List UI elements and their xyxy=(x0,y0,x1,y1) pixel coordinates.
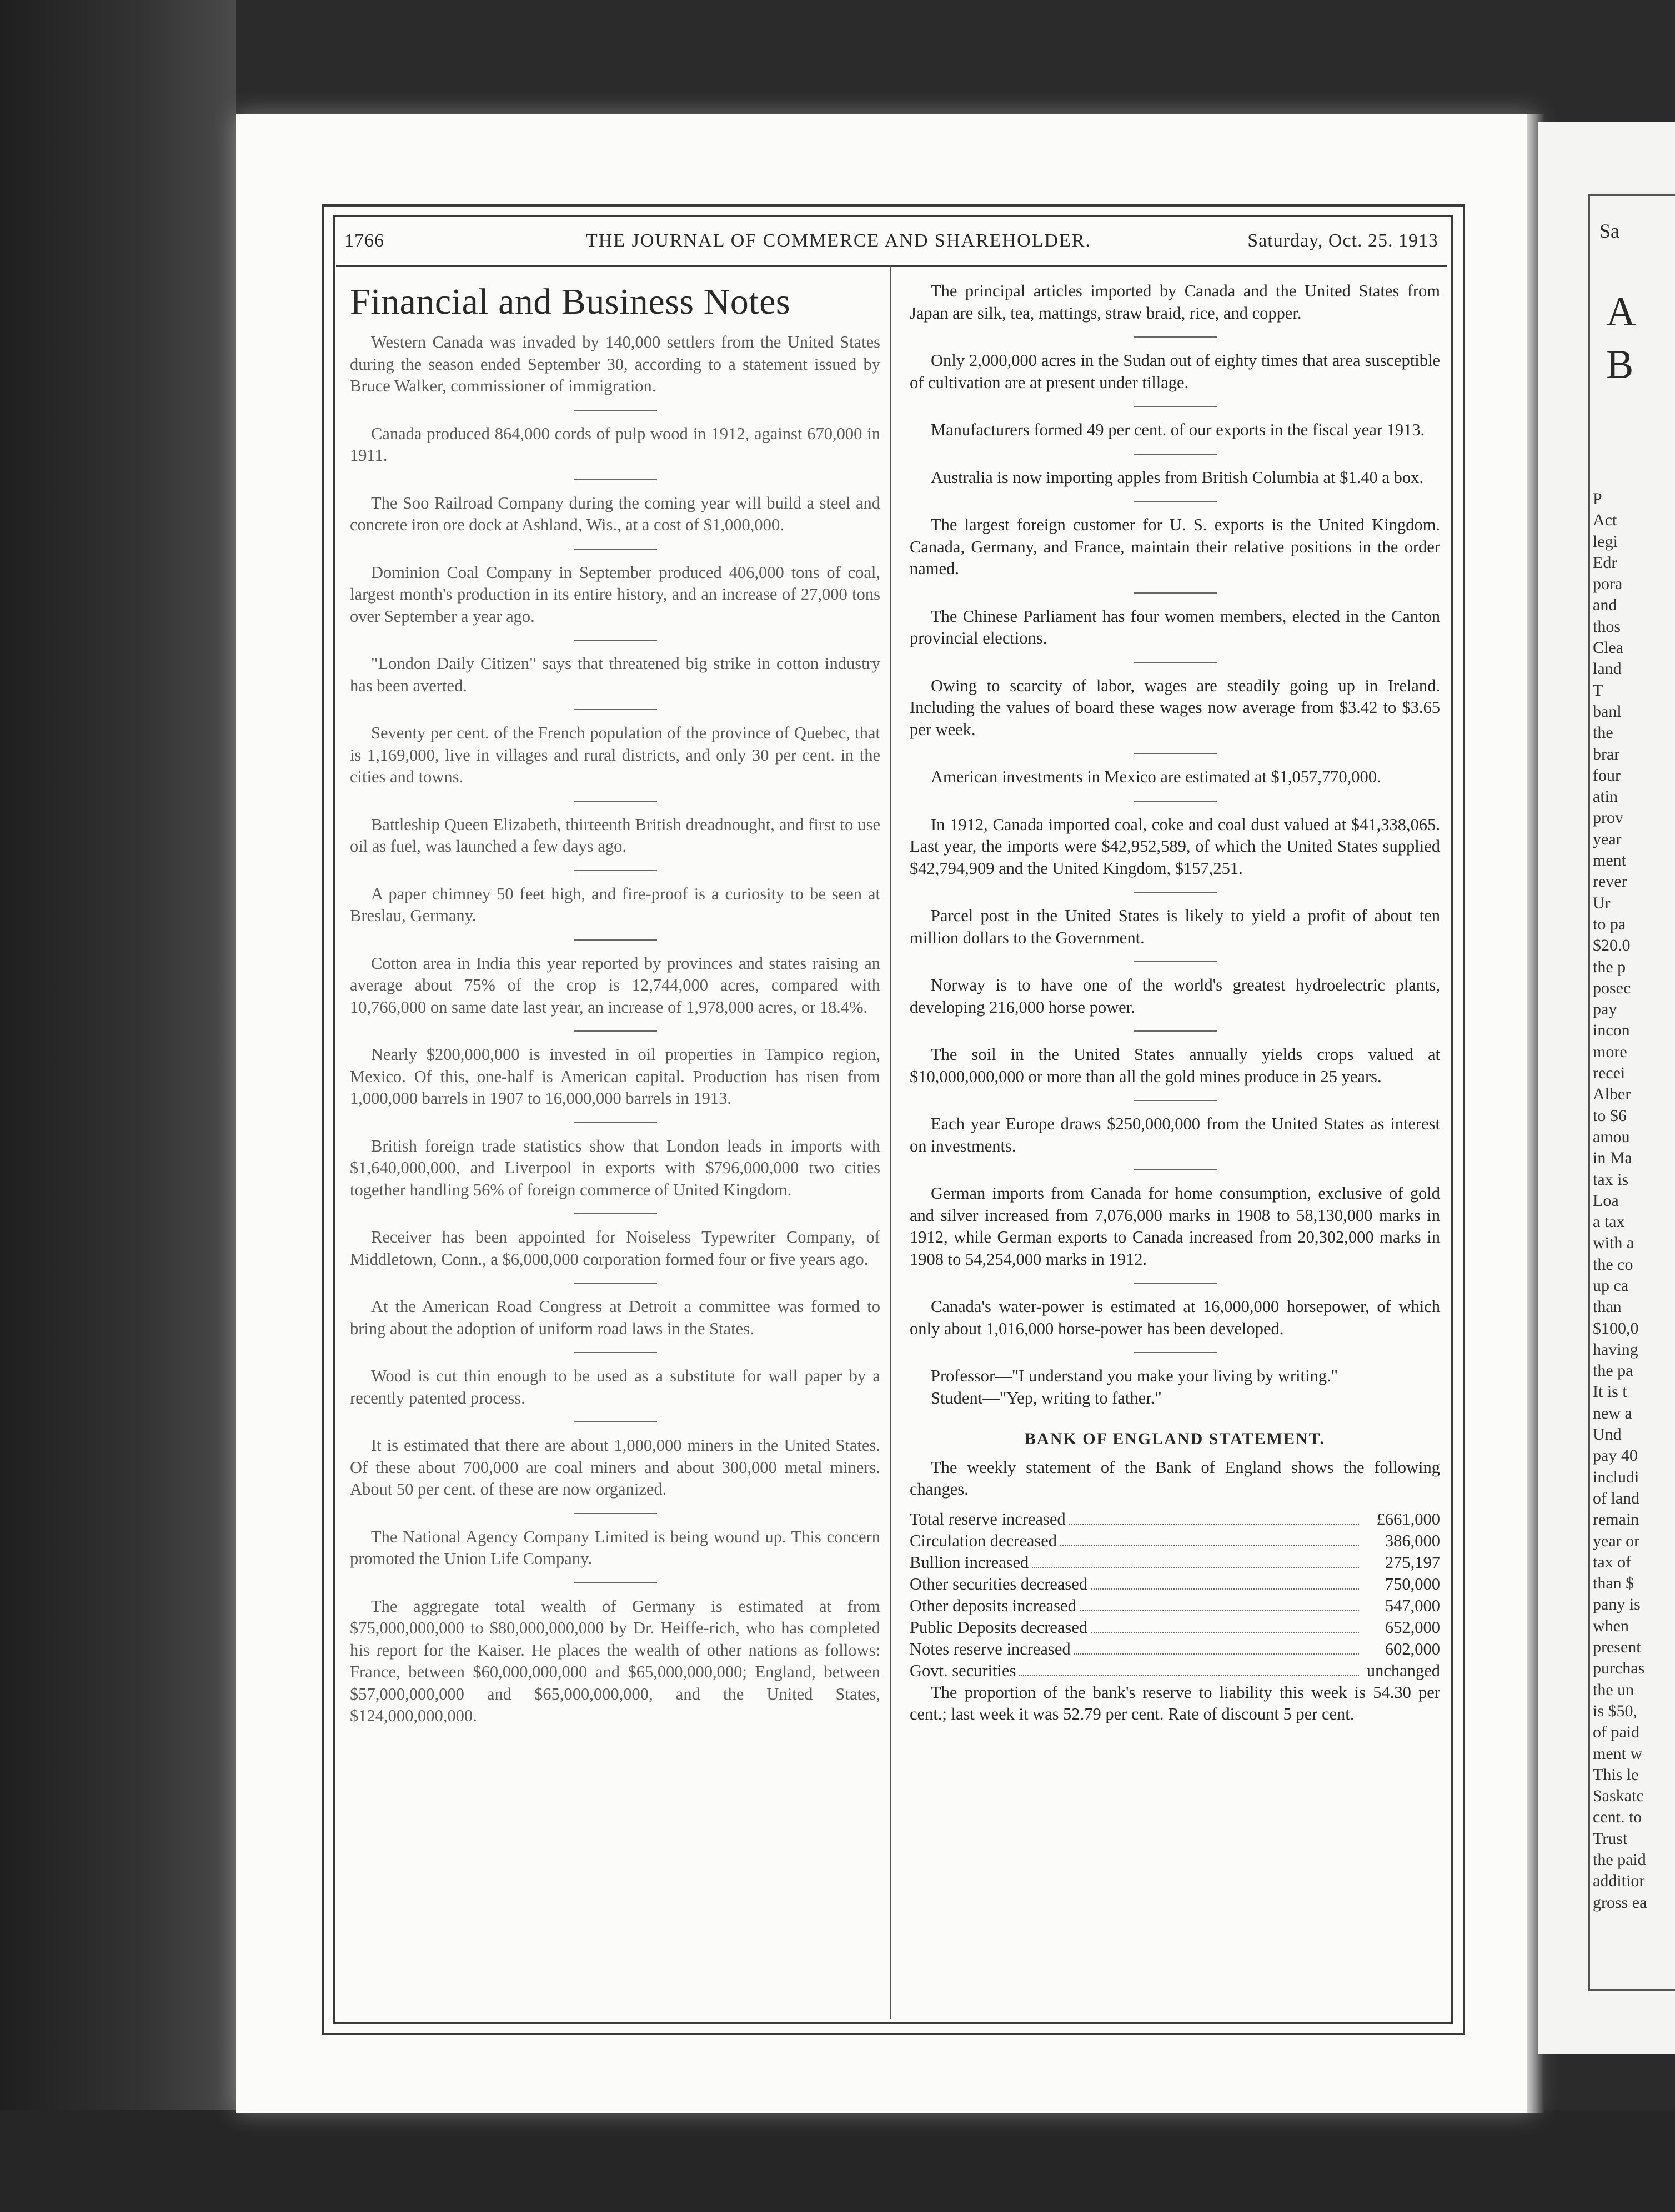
item-separator xyxy=(574,1030,657,1032)
item-separator xyxy=(1134,1169,1217,1170)
leader-dots xyxy=(1032,1567,1359,1568)
fragment-line: land xyxy=(1593,660,1622,678)
row-value: 275,197 xyxy=(1385,1552,1440,1572)
next-page-fragment xyxy=(1538,122,1675,2054)
news-item: Nearly $200,000,000 is invested in oil properties in Tampico region, Mexico. Of this, one-half is American capital. Production has risen from 1,000,000 barrels in 1907 to 16,000,000 barrels in 1913. xyxy=(350,1045,880,1108)
fragment-line: with a xyxy=(1593,1234,1634,1253)
fragment-line: tax is xyxy=(1593,1170,1629,1189)
news-item: Canada's water-power is estimated at 16,000,000 horsepower, of which only about 1,016,000 horse-power has been developed. xyxy=(910,1297,1440,1338)
fragment-line: Saskatc xyxy=(1593,1787,1644,1806)
fragment-line: amou xyxy=(1593,1127,1630,1146)
fragment-line: a tax xyxy=(1593,1213,1625,1231)
item-separator xyxy=(1134,1030,1217,1032)
row-label: Total reserve increased xyxy=(910,1509,1066,1529)
fragment-line: This le xyxy=(1593,1765,1639,1784)
fragment-line: Loa xyxy=(1593,1191,1619,1210)
row-label: Bullion increased xyxy=(910,1552,1029,1572)
fragment-line: thos xyxy=(1593,617,1621,636)
fragment-line: pany is xyxy=(1593,1595,1641,1614)
bank-statement-footer: The proportion of the bank's reserve to liability this week is 54.30 per cent.; last week it was 52.79 per cent. Rate of discount 5 per cent. xyxy=(910,1682,1440,1723)
fragment-line: year xyxy=(1593,830,1622,848)
news-item: Seventy per cent. of the French population of the province of Quebec, that is 1,169,000, live in villages and rural districts, and only 30 per cent. in the cities and towns. xyxy=(350,723,880,786)
header-rule xyxy=(336,265,1447,267)
news-item: The largest foreign customer for U. S. exports is the United Kingdom. Canada, Germany, and France, maintain their relative positions in the order named. xyxy=(910,515,1440,578)
fragment-line: brar xyxy=(1593,745,1620,763)
fragment-line: posec xyxy=(1593,978,1631,997)
news-item: It is estimated that there are about 1,000,000 miners in the United States. Of these about 700,000 are coal miners and about 300,000 metal miners. About 50 per cent. of these are now organized. xyxy=(350,1436,880,1499)
fragment-line: the un xyxy=(1593,1680,1634,1699)
row-value: unchanged xyxy=(1366,1661,1440,1680)
fragment-line: to pa xyxy=(1593,914,1626,933)
table-row xyxy=(910,1552,1440,1573)
item-separator xyxy=(1134,1100,1217,1101)
fragment-line: pay 40 xyxy=(1593,1446,1638,1465)
table-row xyxy=(910,1509,1440,1530)
fragment-line: Alber xyxy=(1593,1085,1631,1104)
leader-dots xyxy=(1091,1588,1359,1590)
bank-statement-title: BANK OF ENGLAND STATEMENT. xyxy=(1025,1430,1325,1448)
item-separator xyxy=(574,1213,657,1214)
row-value: £661,000 xyxy=(1376,1509,1440,1529)
fragment-line: the paid xyxy=(1593,1851,1646,1869)
fragment-line: rever xyxy=(1593,872,1627,891)
row-value: 652,000 xyxy=(1385,1617,1440,1637)
news-item: The National Agency Company Limited is being wound up. This concern promoted the Union Life Company. xyxy=(350,1527,880,1568)
fragment-line: the co xyxy=(1593,1255,1633,1274)
news-item: Parcel post in the United States is likely to yield a profit of about ten million dollars to the Government. xyxy=(910,906,1440,947)
item-separator xyxy=(1134,961,1217,962)
news-item: The Chinese Parliament has four women members, elected in the Canton provincial elections. xyxy=(910,606,1440,647)
scan-backdrop-left xyxy=(0,0,236,2212)
news-item: The Soo Railroad Company during the coming year will build a steel and concrete iron ore dock at Ashland, Wis., at a cost of $1,000,000. xyxy=(350,493,880,534)
journal-title: THE JOURNAL OF COMMERCE AND SHAREHOLDER. xyxy=(586,230,1091,251)
fragment-line: of paid xyxy=(1593,1723,1640,1742)
row-label: Govt. securities xyxy=(910,1661,1016,1680)
row-value: 750,000 xyxy=(1385,1574,1440,1593)
fragment-line: the xyxy=(1593,723,1613,742)
item-separator xyxy=(1134,892,1217,893)
fragment-line: four xyxy=(1593,766,1621,785)
fragment-line: Ur xyxy=(1593,893,1611,912)
news-item: British foreign trade statistics show that London leads in imports with $1,640,000,000, and Liverpool in exports with $796,000,000 two cities together handling 56% of foreign commerce of United Kingdom. xyxy=(350,1136,880,1199)
item-separator xyxy=(1134,662,1217,663)
fragment-line: Trust xyxy=(1593,1829,1628,1848)
table-row xyxy=(910,1660,1440,1682)
table-row xyxy=(910,1595,1440,1617)
dialogue-student: Student—"Yep, writing to father." xyxy=(931,1388,1162,1407)
page-number: 1766 xyxy=(344,230,384,251)
item-separator xyxy=(1134,801,1217,802)
fragment-line: ment xyxy=(1593,851,1626,870)
leader-dots xyxy=(1091,1632,1359,1633)
fragment-line: includi xyxy=(1593,1467,1639,1486)
fragment-line: tax of xyxy=(1593,1552,1632,1571)
fragment-line: Act xyxy=(1593,511,1617,530)
item-separator xyxy=(574,1122,657,1123)
fragment-line: in Ma xyxy=(1593,1149,1632,1168)
item-separator xyxy=(574,1513,657,1514)
issue-date: Saturday, Oct. 25. 1913 xyxy=(1247,230,1438,251)
next-page-header: Sa xyxy=(1599,220,1619,242)
item-separator xyxy=(574,640,657,641)
row-label: Circulation decreased xyxy=(910,1531,1057,1550)
joke-dialogue xyxy=(910,1365,1440,1409)
bank-statement-table xyxy=(910,1509,1440,1682)
item-separator xyxy=(574,801,657,802)
fragment-line: atin xyxy=(1593,787,1618,806)
item-separator xyxy=(1134,454,1217,455)
dialogue-professor: Professor—"I understand you make your living by writing." xyxy=(931,1366,1338,1385)
news-item: At the American Road Congress at Detroit a committee was formed to bring about the adoption of uniform road laws in the States. xyxy=(350,1297,880,1338)
row-label: Notes reserve increased xyxy=(910,1639,1071,1658)
leader-dots xyxy=(1069,1524,1359,1525)
newspaper-page xyxy=(236,114,1536,2113)
row-label: Public Deposits decreased xyxy=(910,1617,1088,1637)
fragment-line: Clea xyxy=(1593,639,1623,657)
item-separator xyxy=(1134,592,1217,594)
fragment-line: Und xyxy=(1593,1425,1622,1444)
fragment-line: up ca xyxy=(1593,1276,1629,1295)
leader-dots xyxy=(1060,1545,1359,1546)
right-column xyxy=(910,280,1440,1726)
fragment-line: purchas xyxy=(1593,1659,1645,1678)
fragment-line: when xyxy=(1593,1616,1629,1635)
item-separator xyxy=(1134,501,1217,502)
leader-dots xyxy=(1019,1675,1359,1676)
fragment-line: to $6 xyxy=(1593,1106,1627,1125)
fragment-line: and xyxy=(1593,596,1617,615)
column-divider xyxy=(890,265,891,2019)
fragment-line: of land xyxy=(1593,1489,1640,1507)
item-separator xyxy=(574,1283,657,1284)
fragment-line: incon xyxy=(1593,1021,1630,1040)
news-item: Western Canada was invaded by 140,000 settlers from the United States during the season ended September 30, according to a statement issued by Bruce Walker, commissioner of immigration. xyxy=(350,333,880,395)
next-page-title xyxy=(1606,286,1636,391)
row-value: 602,000 xyxy=(1385,1639,1440,1658)
news-item: Manufacturers formed 49 per cent. of our exports in the fiscal year 1913. xyxy=(931,420,1425,439)
news-item: Owing to scarcity of labor, wages are steadily going up in Ireland. Including the values of board these wages now average from $3.42 to $3.65 per week. xyxy=(910,676,1440,739)
news-item: American investments in Mexico are estimated at $1,057,770,000. xyxy=(931,767,1381,786)
item-separator xyxy=(574,479,657,480)
item-separator xyxy=(574,709,657,710)
news-item: Wood is cut thin enough to be used as a substitute for wall paper by a recently patented process. xyxy=(350,1366,880,1407)
scan-backdrop-bottom xyxy=(0,2110,1675,2212)
fragment-line: P xyxy=(1593,490,1602,508)
news-item: Cotton area in India this year reported by provinces and states raising an average about 75% of the crop is 12,744,000 acres, compared with 10,766,000 on same date last year, an increase of 1,978,000 acres, or 18.4%. xyxy=(350,953,880,1017)
row-value: 386,000 xyxy=(1385,1531,1440,1550)
news-item: Dominion Coal Company in September produced 406,000 tons of coal, largest month's production in its entire history, and an increase of 27,000 tons over September a year ago. xyxy=(350,562,880,626)
bank-statement-intro: The weekly statement of the Bank of England shows the following changes. xyxy=(910,1457,1440,1499)
item-separator xyxy=(574,410,657,411)
fragment-line: than xyxy=(1593,1298,1622,1316)
news-item: The principal articles imported by Canada and the United States from Japan are silk, tea, mattings, straw braid, rice, and copper. xyxy=(910,281,1440,323)
item-separator xyxy=(574,1352,657,1353)
fragment-line: banl xyxy=(1593,702,1622,721)
item-separator xyxy=(1134,1352,1217,1353)
fragment-line: more xyxy=(1593,1042,1627,1061)
title-letter: A xyxy=(1606,289,1636,335)
news-item: Norway is to have one of the world's greatest hydroelectric plants, developing 216,000 horse power. xyxy=(910,976,1440,1017)
leader-dots xyxy=(1074,1653,1359,1655)
news-item: The soil in the United States annually yields crops valued at $10,000,000,000 or more than all the gold mines produce in 25 years. xyxy=(910,1045,1440,1086)
fragment-line: ment w xyxy=(1593,1744,1643,1763)
fragment-line: remain xyxy=(1593,1510,1639,1529)
fragment-line: recei xyxy=(1593,1064,1626,1083)
row-label: Other securities decreased xyxy=(910,1574,1088,1593)
left-column xyxy=(350,280,880,1727)
row-label: Other deposits increased xyxy=(910,1596,1076,1615)
fragment-line: new a xyxy=(1593,1404,1632,1422)
fragment-line: gross ea xyxy=(1593,1893,1647,1912)
fragment-line: than $ xyxy=(1593,1574,1634,1593)
section-heading: Financial and Business Notes xyxy=(350,281,791,322)
news-item: In 1912, Canada imported coal, coke and coal dust valued at $41,338,065. Last year, the imports were $42,952,589, of which the United States supplied $42,794,909 and the United Kingdom, $157,251. xyxy=(910,815,1440,878)
item-separator xyxy=(574,1582,657,1583)
next-page-text xyxy=(1593,489,1675,1913)
news-item: Battleship Queen Elizabeth, thirteenth British dreadnought, and first to use oil as fuel, was launched a few days ago. xyxy=(350,815,880,856)
news-item: Only 2,000,000 acres in the Sudan out of eighty times that area susceptible of cultivation are at present under tillage. xyxy=(910,351,1440,392)
fragment-line: cent. to xyxy=(1593,1808,1642,1827)
item-separator xyxy=(574,1421,657,1422)
fragment-line: pay xyxy=(1593,1000,1617,1019)
item-separator xyxy=(1134,1283,1217,1284)
news-item: German imports from Canada for home consumption, exclusive of gold and silver increased from 7,076,000 marks in 1908 to 58,130,000 marks in 1912, while German exports to Canada increased from 20,302,000 marks in 1908 to 54,254,000 marks in 1912. xyxy=(910,1184,1440,1269)
news-item: Canada produced 864,000 cords of pulp wood in 1912, against 670,000 in 1911. xyxy=(350,424,880,465)
title-letter: B xyxy=(1606,342,1634,388)
news-item: Receiver has been appointed for Noiseless Typewriter Company, of Middletown, Conn., a $6,000,000 corporation formed four or five years ago. xyxy=(350,1228,880,1269)
item-separator xyxy=(1134,753,1217,754)
row-value: 547,000 xyxy=(1385,1596,1440,1615)
fragment-line: It is t xyxy=(1593,1382,1627,1401)
fragment-line: year or xyxy=(1593,1531,1640,1550)
news-item: Australia is now importing apples from British Columbia at $1.40 a box. xyxy=(931,467,1423,487)
item-separator xyxy=(1134,336,1217,338)
page-header xyxy=(344,230,1438,264)
fragment-line: Edr xyxy=(1593,553,1617,572)
news-item: The aggregate total wealth of Germany is estimated at from $75,000,000,000 to $80,000,000,000 by Dr. Heiffe-rich, who has completed his report for the Kaiser. He places the wealth of other nations as follows: France, between $60,000,000,000 and $65,000,000,000; England, between $57,000,000,000 and $65,000,000,000, and the United States, $124,000,000,000. xyxy=(350,1596,880,1725)
fragment-line: present xyxy=(1593,1638,1641,1657)
item-separator xyxy=(574,870,657,871)
item-separator xyxy=(574,549,657,550)
fragment-line: the p xyxy=(1593,957,1626,976)
table-row xyxy=(910,1573,1440,1595)
fragment-line: is $50, xyxy=(1593,1701,1638,1720)
fragment-line: the pa xyxy=(1593,1361,1633,1380)
news-item: Each year Europe draws $250,000,000 from the United States as interest on investments. xyxy=(910,1114,1440,1155)
fragment-line: having xyxy=(1593,1340,1638,1359)
fragment-line: T xyxy=(1593,681,1603,700)
news-item: A paper chimney 50 feet high, and fire-proof is a curiosity to be seen at Breslau, Germany. xyxy=(350,884,880,925)
table-row xyxy=(910,1530,1440,1552)
fragment-line: $100,0 xyxy=(1593,1319,1639,1338)
fragment-line: legi xyxy=(1593,532,1618,551)
item-separator xyxy=(1134,406,1217,407)
news-item: "London Daily Citizen" says that threatened big strike in cotton industry has been averted. xyxy=(350,654,880,695)
fragment-line: additior xyxy=(1593,1872,1645,1891)
fragment-line: $20.0 xyxy=(1593,936,1631,955)
fragment-line: pora xyxy=(1593,575,1623,594)
table-row xyxy=(910,1617,1440,1638)
table-row xyxy=(910,1638,1440,1660)
leader-dots xyxy=(1080,1610,1359,1611)
fragment-line: prov xyxy=(1593,808,1623,827)
item-separator xyxy=(574,939,657,941)
